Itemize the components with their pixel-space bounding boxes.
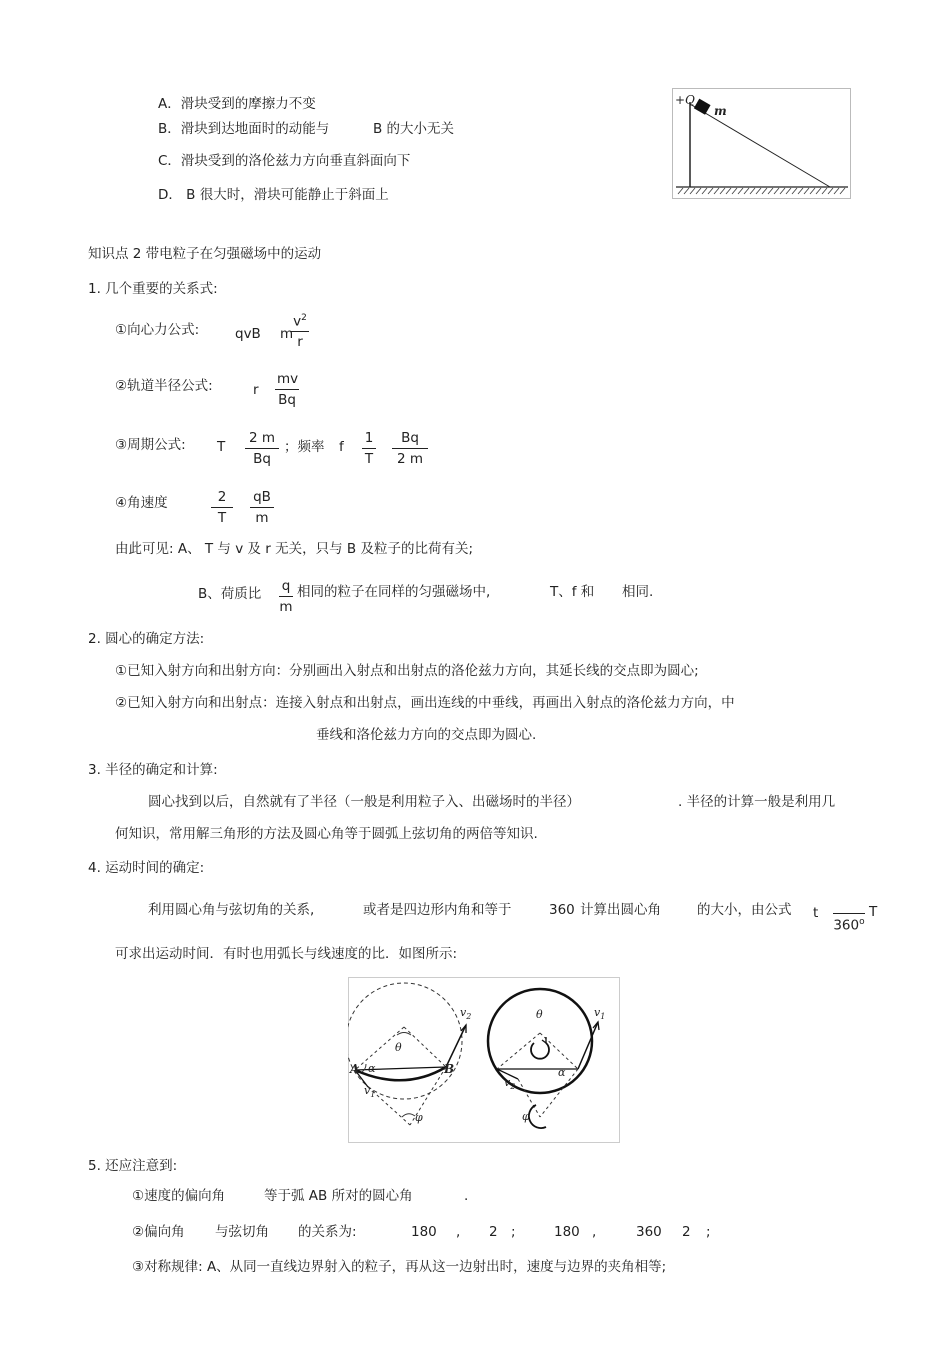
item5-p2-part3: 的关系为: xyxy=(298,1224,357,1240)
formula1-fraction xyxy=(291,314,309,350)
item5-p2-part1: ②偏向角 xyxy=(132,1224,185,1240)
option-b-part1: B．滑块到达地面时的动能与 xyxy=(158,121,330,137)
formula4-fraction1 xyxy=(211,491,233,525)
item5-p2-comma2: , xyxy=(592,1224,597,1240)
formula3-denominator1: Bq xyxy=(253,450,271,467)
left-alpha: α xyxy=(368,1062,376,1075)
formula4-label: ④角速度 xyxy=(115,495,168,511)
incline-diagram xyxy=(672,88,852,200)
item5-heading: 5. 还应注意到: xyxy=(88,1158,178,1174)
item1-heading: 1. 几个重要的关系式: xyxy=(88,281,218,297)
item4-text2: 或者是四边形内角和等于 xyxy=(363,902,512,918)
left-point-A: A xyxy=(350,1062,360,1076)
left-phi: φ xyxy=(415,1111,423,1124)
item5-p2-180a: 180 xyxy=(411,1224,437,1240)
formula3-numerator3: Bq xyxy=(401,430,419,446)
formula2-r: r xyxy=(253,382,259,398)
formula3-fraction1 xyxy=(245,432,279,466)
conclusion-b-numerator: q xyxy=(281,578,291,594)
item3-paragraph2: 何知识，常用解三角形的方法及圆心角等于圆弧上弦切角的两倍等知识. xyxy=(115,826,538,842)
formula3-f: f xyxy=(339,439,344,455)
item2-paragraph3: 垂线和洛伦兹力方向的交点即为圆心. xyxy=(316,727,537,743)
item3-paragraph1a: 圆心找到以后，自然就有了半径（一般是利用粒子入、出磁场时的半径） xyxy=(148,794,580,810)
item5-p1-part1: ①速度的偏向角 xyxy=(132,1188,226,1204)
slider-block xyxy=(694,99,711,115)
item4-text1: 利用圆心角与弦切角的关系, xyxy=(148,902,315,918)
formula1-numerator: v xyxy=(293,313,302,330)
item4-text4: 计算出圆心角 xyxy=(580,902,661,918)
formula3-fraction2 xyxy=(362,432,376,466)
section-title: 知识点 2 带电粒子在匀强磁场中的运动 xyxy=(88,246,322,262)
item4-paragraph2: 可求出运动时间．有时也用弧长与线速度的比．如图所示: xyxy=(115,946,458,962)
formula4-numerator2: qB xyxy=(253,489,271,505)
formula4-numerator1: 2 xyxy=(217,489,227,505)
item5-p2-semi2: ; xyxy=(706,1224,711,1240)
item3-heading: 3. 半径的确定和计算: xyxy=(88,762,218,778)
item4-text3: 360 xyxy=(549,902,575,918)
formula3-label: ③周期公式: xyxy=(115,437,186,453)
mass-label: m xyxy=(714,104,727,118)
formula3-denominator3: 2 m xyxy=(396,450,424,467)
left-v-top: $v_2$ xyxy=(460,1006,472,1022)
item5-p2-180b: 180 xyxy=(554,1224,580,1240)
item5-p2-comma1: , xyxy=(456,1224,461,1240)
item2-paragraph1: ①已知入射方向和出射方向：分别画出入射点和出射点的洛伦兹力方向，其延长线的交点即为圆心; xyxy=(115,663,699,679)
left-point-B: B xyxy=(444,1062,455,1076)
item5-p1-part2: 等于弧 AB 所对的圆心角 xyxy=(264,1188,413,1204)
item5-p2-2a: 2 xyxy=(489,1224,498,1240)
conclusion-b-part3: T、f 和 xyxy=(550,584,595,600)
incline-figure xyxy=(672,88,852,200)
formula3-numerator2: 1 xyxy=(364,430,374,446)
conclusion-a: 由此可见: A、 T 与 v 及 r 无关，只与 B 及粒子的比荷有关; xyxy=(115,541,473,557)
item5-p2-2b: 2 xyxy=(682,1224,691,1240)
formula1-exponent: 2 xyxy=(301,313,307,323)
item4-t: t xyxy=(813,905,819,921)
formula1-lhs: qvB xyxy=(235,326,261,342)
circle-figure xyxy=(348,977,620,1143)
item5-paragraph3: ③对称规律: A、从同一直线边界射入的粒子，再从这一边射出时，速度与边界的夹角相等; xyxy=(132,1259,667,1275)
formula1-label: ①向心力公式: xyxy=(115,322,200,338)
option-c: C．滑块受到的洛伦兹力方向垂直斜面向下 xyxy=(158,153,411,169)
conclusion-b-part1: B、荷质比 xyxy=(198,586,262,602)
formula3-numerator1: 2 m xyxy=(248,430,276,446)
formula3-T: T xyxy=(217,439,226,455)
formula3-fraction3 xyxy=(392,432,428,466)
item5-p2-360: 360 xyxy=(636,1224,662,1240)
item5-p2-part2: 与弦切角 xyxy=(215,1224,269,1240)
formula3-separator: ；频率 xyxy=(284,439,325,455)
item3-paragraph1b: . 半径的计算一般是利用几 xyxy=(678,794,836,810)
formula4-denominator2: m xyxy=(255,509,269,526)
item4-text5: 的大小，由公式 xyxy=(697,902,792,918)
item5-p1-part3: . xyxy=(464,1188,469,1204)
formula3-denominator2: T xyxy=(364,450,374,467)
option-b-part2: B 的大小无关 xyxy=(373,121,455,137)
right-v-top: $v_1$ xyxy=(594,1006,606,1022)
option-a: A．滑块受到的摩擦力不变 xyxy=(158,96,316,112)
item4-degree: o xyxy=(859,916,865,927)
circle-diagrams xyxy=(348,977,620,1143)
formula2-label: ②轨道半径公式: xyxy=(115,378,213,394)
conclusion-b-part4: 相同. xyxy=(622,584,654,600)
right-theta: θ xyxy=(536,1008,543,1021)
item2-paragraph2: ②已知入射方向和出射点：连接入射点和出射点，画出连线的中垂线，再画出入射点的洛伦兹力方向，中 xyxy=(115,695,735,711)
left-theta: θ xyxy=(395,1041,402,1054)
formula2-numerator: mv xyxy=(277,371,299,387)
item2-heading: 2. 圆心的确定方法: xyxy=(88,631,205,647)
formula4-denominator1: T xyxy=(217,509,227,526)
option-d: D． B 很大时，滑块可能静止于斜面上 xyxy=(158,187,389,203)
item4-denominator: 360 xyxy=(833,917,860,933)
item4-heading: 4. 运动时间的确定: xyxy=(88,860,205,876)
right-v-bottom: $v_2$ xyxy=(504,1076,516,1092)
left-v-bottom: $v_1$ xyxy=(364,1084,376,1100)
formula1-denominator: r xyxy=(297,334,303,350)
conclusion-b-fraction xyxy=(279,580,293,614)
item4-T: T xyxy=(869,904,878,920)
right-phi: φ xyxy=(522,1110,530,1123)
formula2-denominator: Bq xyxy=(278,391,296,408)
item5-p2-semi1: ; xyxy=(511,1224,516,1240)
right-alpha: α xyxy=(558,1066,566,1079)
charge-label: +Q xyxy=(675,93,695,107)
formula2-fraction xyxy=(275,373,299,407)
item4-fraction xyxy=(833,897,865,933)
formula1-m: m xyxy=(280,326,294,342)
conclusion-b-part2: 相同的粒子在同样的匀强磁场中, xyxy=(297,584,491,600)
conclusion-b-denominator: m xyxy=(279,598,293,615)
formula4-fraction2 xyxy=(250,491,274,525)
